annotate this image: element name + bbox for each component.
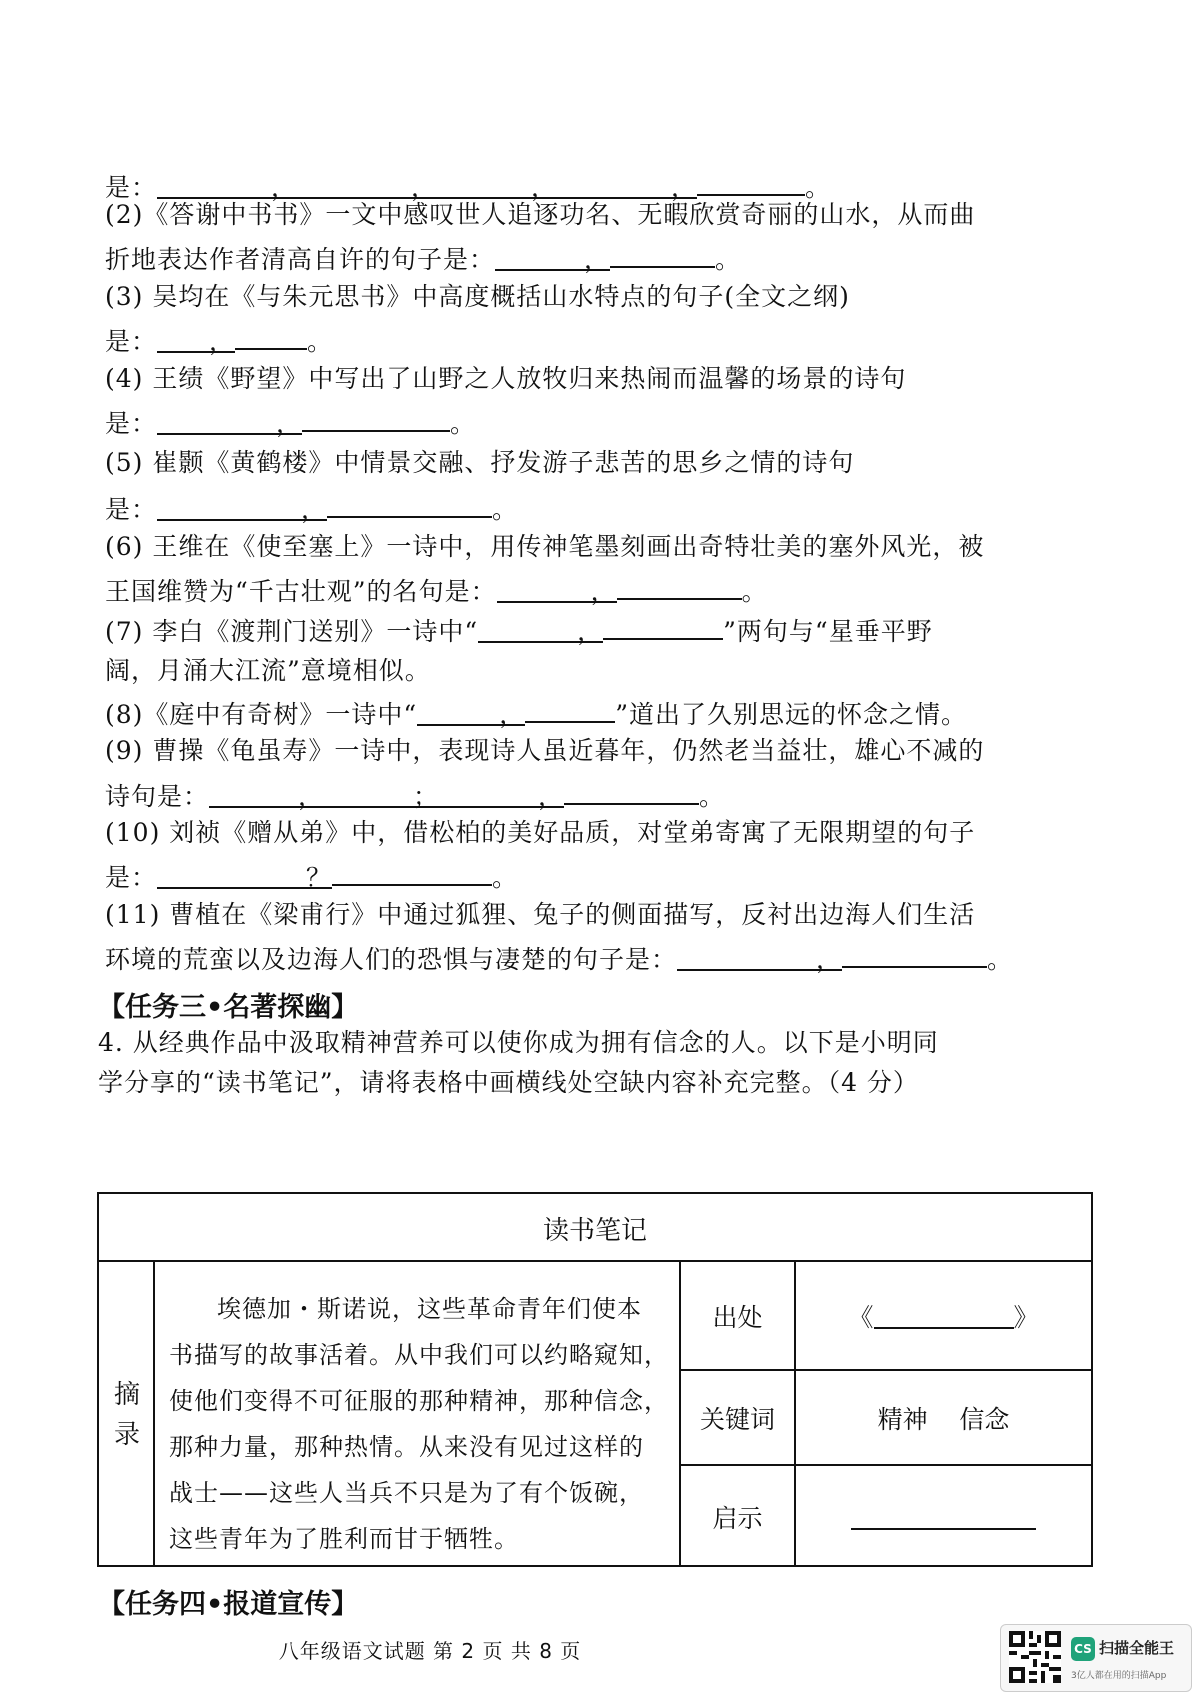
source-label: 出处 [712,1302,763,1332]
question-7-line-2: 阔，月涌大江流”意境相似。 [105,656,431,685]
question-4-line-1: (4) 王绩《野望》中写出了山野之人放牧归来热闹而温馨的场景的诗句 [105,364,907,393]
question-4-prompt-line-1: 4. 从经典作品中汲取精神营养可以使你成为拥有信念的人。以下是小明同 [98,1028,939,1057]
question-3-line-1: (3) 吴均在《与朱元思书》中高度概括山水特点的句子(全文之纲) [105,282,850,311]
keywords-label: 关键词 [699,1404,775,1434]
task4-heading: 【任务四•报道宣传】 [98,1589,359,1620]
qr-code-icon [1009,1631,1061,1683]
answer-blank[interactable] [697,168,805,196]
question-4-line-2: 是： ， 。 [105,404,476,441]
insight-cell [796,1466,1091,1567]
answer-blank[interactable]: ， [497,575,617,603]
excerpt-text: 埃德加・斯诺说，这些革命青年们使本 书描写的故事活着。从中我们可以约略窥知， 使他们变得不可征服的那种精神，那种信念， 那种力量，那种热情。从来没有见过这样的 战士——这些人当兵不只是为了有个饭碗， 这些青年为了胜利而甘于牺牲。 [169,1295,669,1553]
answer-blank[interactable]: ， [157,171,297,199]
cs-logo-icon: CS [1071,1637,1095,1661]
answer-blank[interactable]: ， [478,615,603,643]
answer-blank[interactable] [235,322,307,350]
answer-blank[interactable]: ， [437,171,557,199]
page-footer: 八年级语文试题 第 2 页 共 8 页 [278,1639,582,1663]
answer-blank[interactable]: ， [677,943,842,971]
scanner-app-tagline: 3亿人都在用的扫描App [1071,1671,1167,1681]
question-3-line-2: 是： ， 。 [105,322,333,359]
insight-label: 启示 [712,1503,763,1533]
table-title: 读书笔记 [542,1215,647,1246]
scanner-badge [1000,1624,1192,1692]
question-9-line-1: (9) 曹操《龟虽寿》一诗中，表现诗人虽近暮年，仍然老当益壮，雄心不减的 [105,736,985,765]
answer-blank[interactable] [603,612,723,640]
answer-blank[interactable]: ， [209,780,324,808]
answer-blank[interactable]: ？ [157,861,332,889]
answer-blank[interactable]: ， [439,780,564,808]
answer-blank[interactable]: ， [157,325,235,353]
question-4-prompt-line-2: 学分享的“读书笔记”，请将表格中画横线处空缺内容补充完整。（4 分） [98,1068,919,1097]
insight-answer-blank[interactable] [851,1504,1036,1530]
answer-blank[interactable]: ， [157,407,302,435]
answer-blank[interactable] [842,940,987,968]
answer-blank[interactable]: ， [417,698,525,726]
reading-notes-table [97,1192,1093,1567]
scanner-app-name: 扫描全能王 [1099,1639,1175,1657]
question-6-line-2: 王国维赞为“千古壮观”的名句是： ， 。 [105,572,768,609]
answer-blank[interactable] [617,572,742,600]
answer-blank[interactable] [302,404,450,432]
answer-blank[interactable]: ， [297,171,437,199]
question-7-line-1: (7) 李白《渡荆门送别》一诗中“ ， ”两句与“星垂平野 [105,612,933,649]
question-5-line-1: (5) 崔颢《黄鹤楼》中情景交融、抒发游子悲苦的思乡之情的诗句 [105,448,855,477]
answer-blank[interactable]: ， [157,493,327,521]
answer-blank[interactable] [332,858,492,886]
question-2-line-2: 折地表达作者清高自许的句子是： ， 。 [105,240,741,277]
answer-blank[interactable] [564,777,699,805]
question-10-line-2: 是： ？ 。 [105,858,518,895]
keywords-value: 精神 信念 [877,1404,1010,1434]
source-answer-blank[interactable] [874,1303,1014,1329]
question-11-line-1: (11) 曹植在《梁甫行》中通过狐狸、兔子的侧面描写，反衬出边海人们生活 [105,900,976,929]
excerpt-row-label: 摘 录 [113,1379,140,1450]
source-cell: 《 》 [848,1302,1039,1332]
answer-blank[interactable]: ， [557,171,697,199]
answer-blank[interactable]: ， [495,243,610,271]
answer-blank[interactable]: ； [324,780,439,808]
question-8-line: (8)《庭中有奇树》一诗中“ ， ”道出了久别思远的怀念之情。 [105,695,967,732]
question-1-answer-line: 是： ， ， ， ， 。 [105,168,831,205]
question-9-line-2: 诗句是： ， ； ， 。 [105,777,725,814]
question-2-line-1: (2)《答谢中书书》一文中感叹世人追逐功名、无暇欣赏奇丽的山水，从而曲 [105,200,976,229]
answer-blank[interactable] [610,240,715,268]
question-11-line-2: 环境的荒蛮以及边海人们的恐惧与凄楚的句子是： ， 。 [105,940,1013,977]
question-5-line-2: 是： ， 。 [105,490,518,527]
task3-heading: 【任务三•名著探幽】 [98,992,359,1023]
question-6-line-1: (6) 王维在《使至塞上》一诗中，用传神笔墨刻画出奇特壮美的塞外风光，被 [105,532,985,561]
question-10-line-1: (10) 刘祯《赠从弟》中，借松柏的美好品质，对堂弟寄寓了无限期望的句子 [105,818,976,847]
answer-blank[interactable] [525,695,615,723]
answer-blank[interactable] [327,490,492,518]
